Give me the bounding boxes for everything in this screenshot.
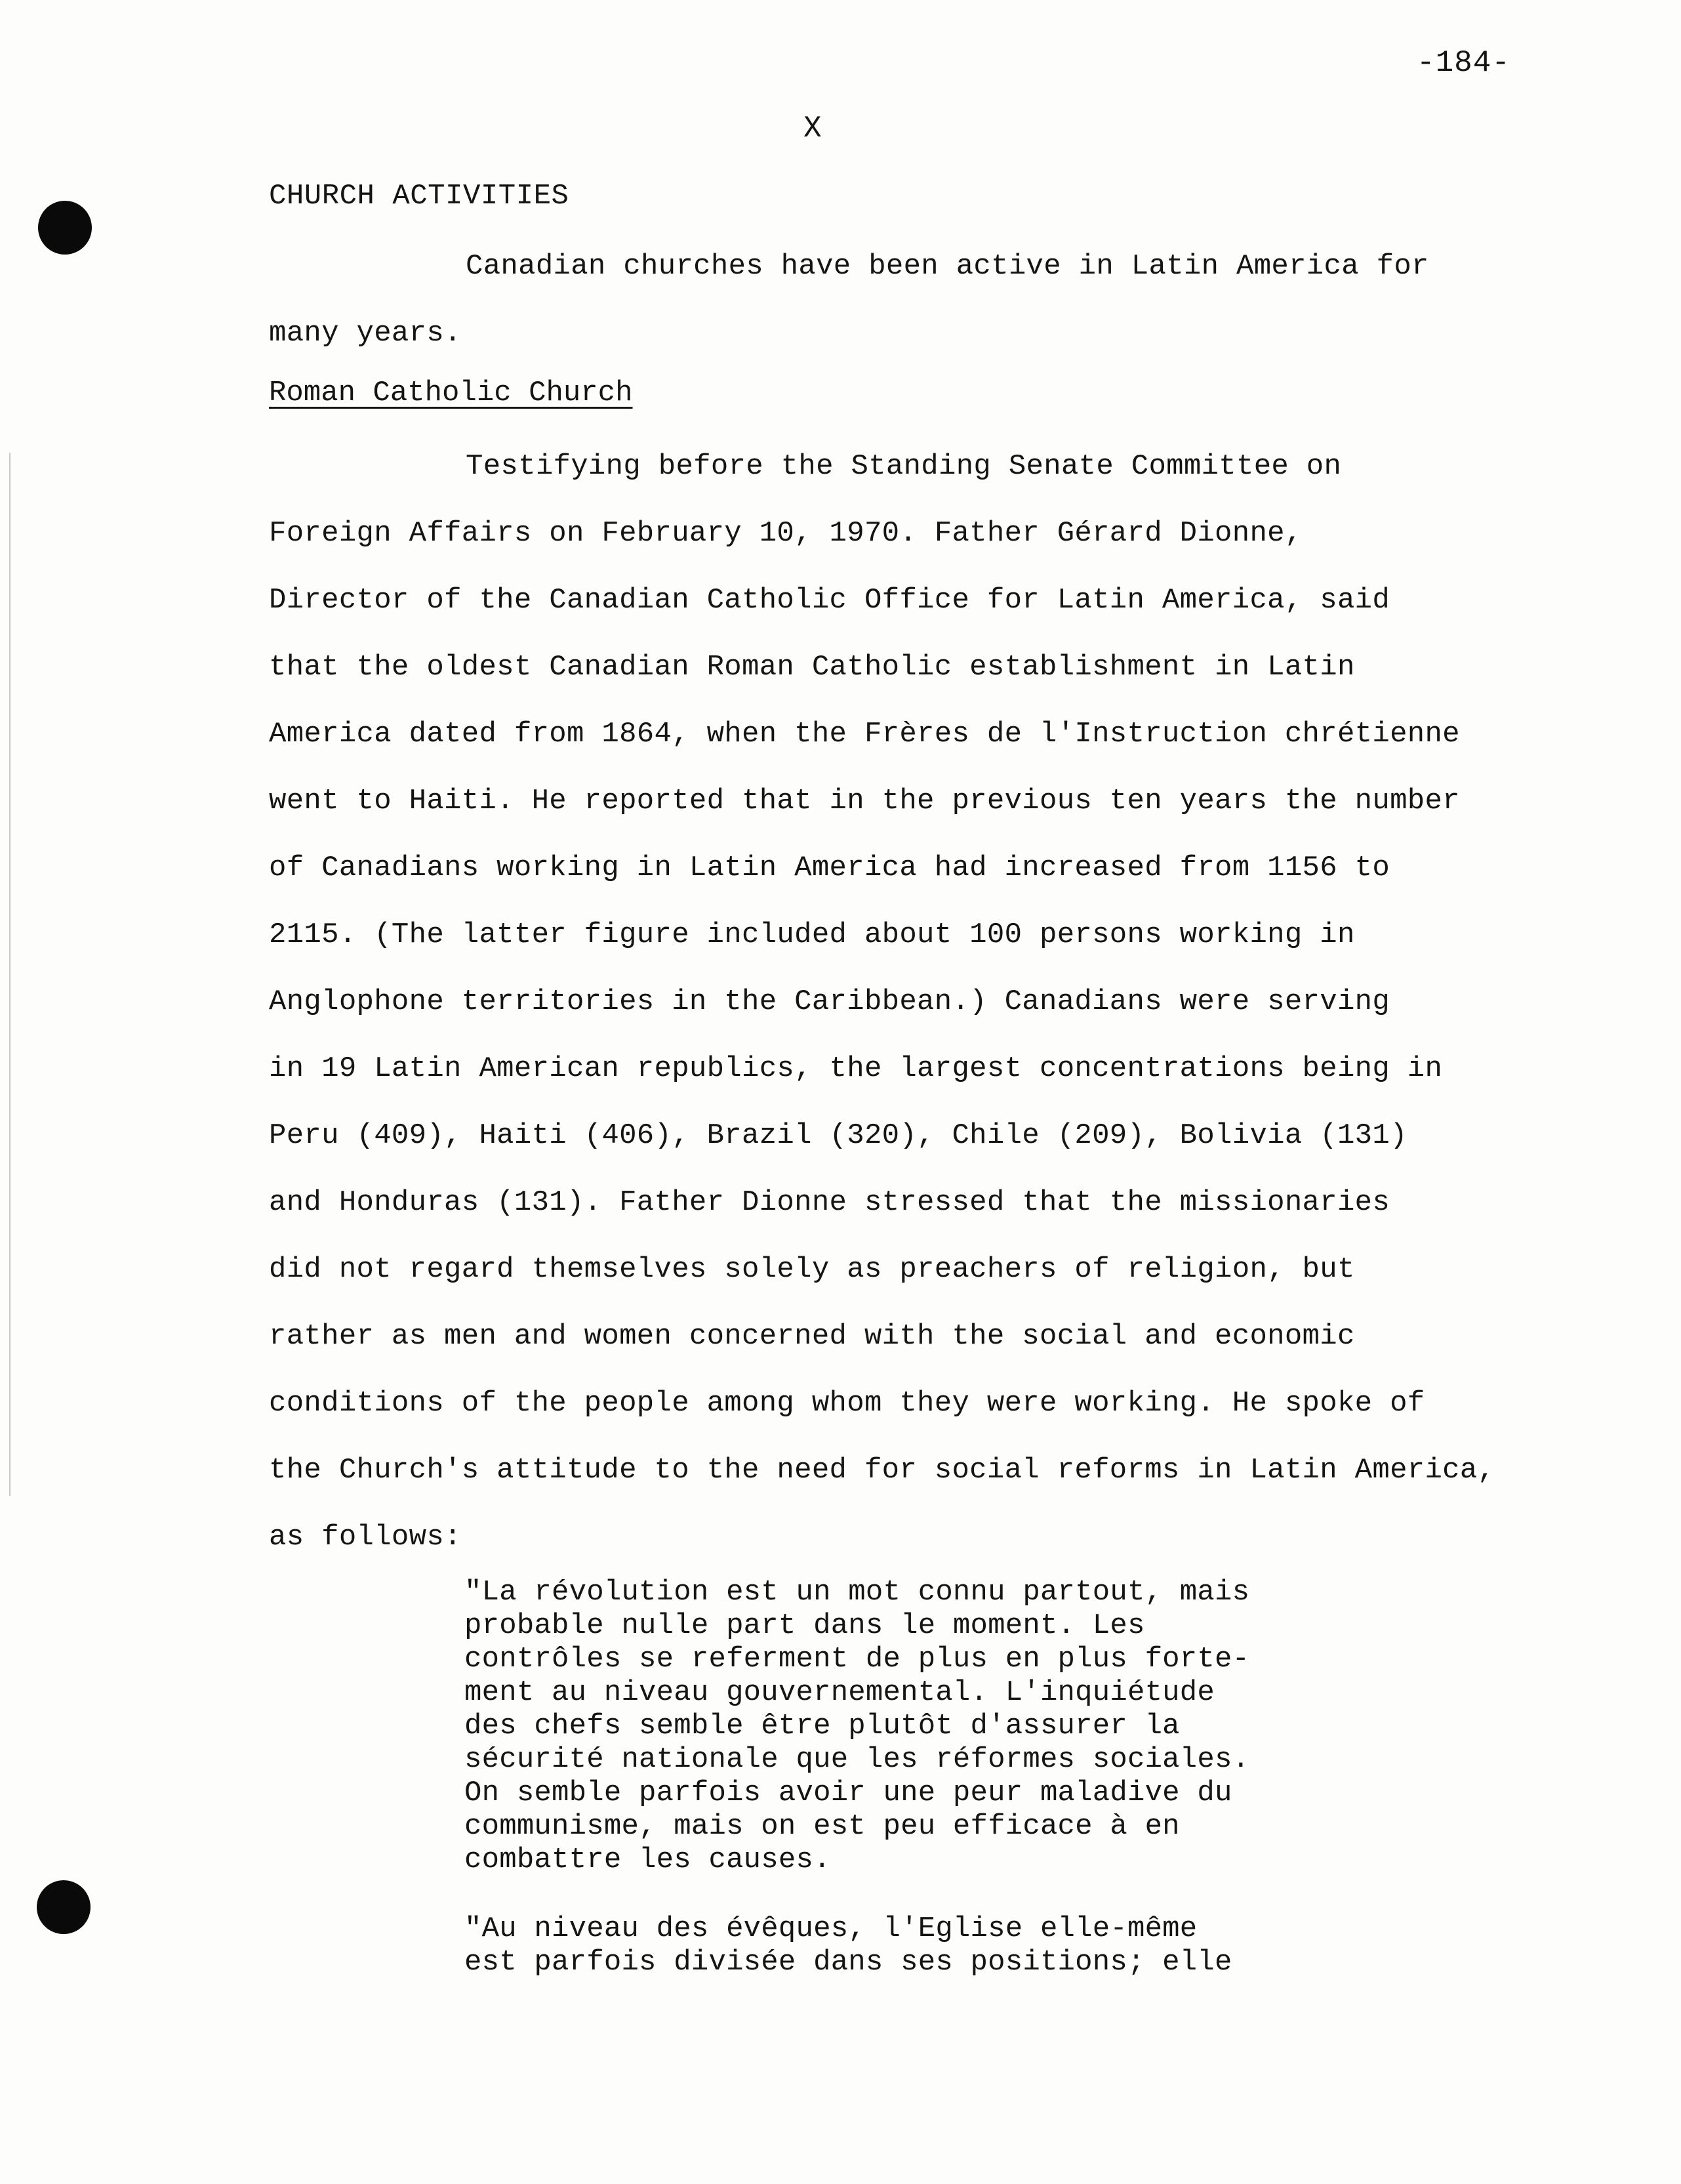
body-line: Director of the Canadian Catholic Office for Latin America, said <box>269 584 1390 617</box>
body-line: went to Haiti. He reported that in the previous ten years the number <box>269 785 1460 817</box>
body-line: rather as men and women concerned with the social and economic <box>269 1320 1355 1353</box>
body-line: Foreign Affairs on February 10, 1970. Father Gérard Dionne, <box>269 517 1303 550</box>
intro-line: many years. <box>269 317 462 350</box>
section-title: CHURCH ACTIVITIES <box>269 180 569 213</box>
body-line: Peru (409), Haiti (406), Brazil (320), Chile (209), Bolivia (131) <box>269 1119 1408 1152</box>
body-line: America dated from 1864, when the Frères de l'Instruction chrétienne <box>269 718 1460 751</box>
block-quote-2 <box>464 1912 1265 1979</box>
page-number: -184- <box>1416 46 1510 80</box>
quote-line: On semble parfois avoir une peur maladive du <box>464 1777 1232 1809</box>
quote-line: probable nulle part dans le moment. Les <box>464 1609 1145 1642</box>
quote-line: "La révolution est un mot connu partout, mais <box>464 1576 1250 1609</box>
scan-margin-line <box>9 453 10 1496</box>
quote-line: "Au niveau des évêques, l'Eglise elle-même <box>464 1912 1198 1945</box>
quote-line: ment au niveau gouvernemental. L'inquiétude <box>464 1676 1215 1709</box>
body-line: conditions of the people among whom they were working. He spoke of <box>269 1387 1425 1420</box>
body-line: in 19 Latin American republics, the largest concentrations being in <box>269 1052 1443 1085</box>
subheading-roman-catholic-church: Roman Catholic Church <box>269 377 633 409</box>
body-line: of Canadians working in Latin America had increased from 1156 to <box>269 852 1390 884</box>
quote-line: combattre les causes. <box>464 1844 831 1876</box>
body-paragraph <box>269 433 1495 1571</box>
body-line: did not regard themselves solely as preachers of religion, but <box>269 1253 1355 1286</box>
intro-paragraph <box>269 233 1429 367</box>
body-line: 2115. (The latter figure included about 100 persons working in <box>269 918 1355 951</box>
punch-hole-top <box>38 201 92 255</box>
body-line: the Church's attitude to the need for social reforms in Latin America, <box>269 1454 1495 1487</box>
quote-line: contrôles se referment de plus en plus forte- <box>464 1643 1250 1676</box>
body-line: Testifying before the Standing Senate Committee on <box>466 450 1342 483</box>
block-quote-1 <box>464 1576 1265 1877</box>
section-numeral: X <box>803 112 822 146</box>
punch-hole-bottom <box>37 1880 91 1934</box>
body-line: Anglophone territories in the Caribbean.) Canadians were serving <box>269 985 1390 1018</box>
quote-line: communisme, mais on est peu efficace à en <box>464 1810 1180 1843</box>
quote-line: des chefs semble être plutôt d'assurer la <box>464 1710 1180 1742</box>
quote-line: est parfois divisée dans ses positions; elle <box>464 1946 1232 1979</box>
quote-line: sécurité nationale que les réformes sociales. <box>464 1743 1250 1776</box>
intro-line: Canadian churches have been active in Latin America for <box>466 250 1429 283</box>
body-line: as follows: <box>269 1521 462 1554</box>
body-line: that the oldest Canadian Roman Catholic establishment in Latin <box>269 651 1355 684</box>
body-line: and Honduras (131). Father Dionne stressed that the missionaries <box>269 1186 1390 1219</box>
